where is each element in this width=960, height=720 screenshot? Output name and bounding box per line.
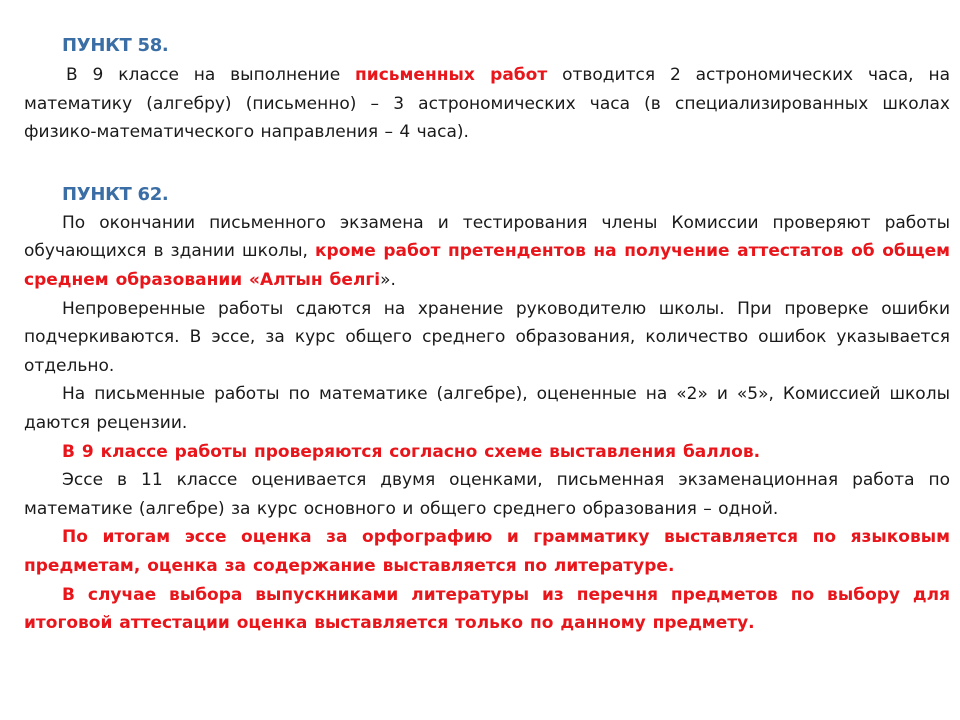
paragraph-62-3: На письменные работы по математике (алгебре), оцененные на «2» и «5», Комиссией школы даются рецензии. bbox=[24, 384, 950, 433]
paragraph-58-highlight: письменных работ bbox=[355, 65, 548, 85]
paragraph-62-1-text-end: ». bbox=[380, 269, 396, 290]
section-heading-62: ПУНКТ 62. bbox=[62, 183, 169, 205]
paragraph-58-text-end: отводится 2 астрономических часа, на математику (алгебру) (письменно) – 3 астрономических часа (в специализированных школах физико-математического направления – 4 часа). bbox=[24, 65, 950, 143]
paragraph-62-4: В 9 классе работы проверяются согласно схеме выставления баллов. bbox=[62, 441, 761, 462]
paragraph-62-7: В случае выбора выпускниками литературы из перечня предметов по выбору для итоговой аттестации оценка выставляется только по данному предмету. bbox=[24, 584, 950, 634]
paragraph-62-1 bbox=[24, 209, 950, 295]
paragraph-62-1-highlight: кроме работ претендентов на получение аттестатов об общем среднем образовании «Алтын белгі bbox=[24, 241, 950, 290]
paragraph-58 bbox=[24, 61, 950, 147]
document-body bbox=[24, 32, 950, 638]
paragraph-58-text-start: В 9 классе на выполнение bbox=[66, 65, 356, 85]
paragraph-62-5: Эссе в 11 классе оценивается двумя оценками, письменная экзаменационная работа по математике (алгебре) за курс основного и общего среднего образования – одной. bbox=[24, 470, 950, 519]
paragraph-62-6: По итогам эссе оценка за орфографию и грамматику выставляется по языковым предметам, оценка за содержание выставляется по литературе. bbox=[24, 527, 950, 576]
paragraph-62-1-text-start: По окончании письменного экзамена и тестирования члены Комиссии проверяют работы обучающихся в здании школы, bbox=[24, 212, 950, 262]
section-heading-58: ПУНКТ 58. bbox=[62, 35, 169, 56]
paragraph-62-2: Непроверенные работы сдаются на хранение руководителю школы. При проверке ошибки подчеркиваются. В эссе, за курс общего среднего образования, количество ошибок указывается отдельно. bbox=[24, 298, 950, 376]
